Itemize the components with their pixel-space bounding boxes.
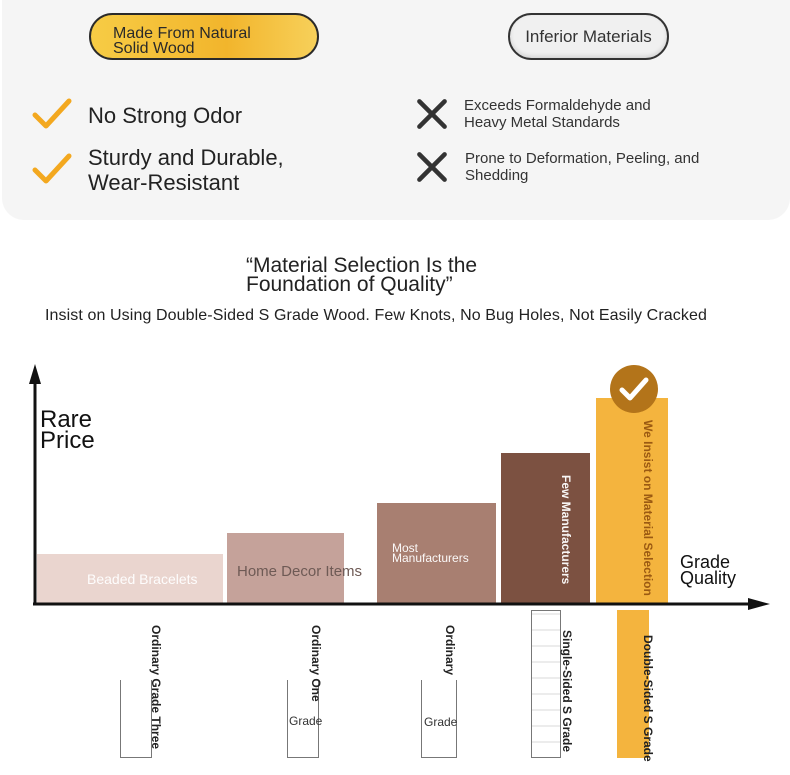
inferior-materials-badge: [508, 13, 669, 60]
good-point-durable: [32, 145, 284, 195]
check-badge-icon: [608, 363, 660, 415]
natural-wood-line-1: Made From Natural: [113, 25, 251, 42]
bad-point-line: Shedding: [465, 167, 529, 184]
tier-label: Single-Sided S Grade: [560, 630, 574, 753]
cross-icon: [414, 96, 450, 132]
tier-label: Double-Sided S Grade: [641, 635, 655, 762]
x-axis-arrow-icon: [748, 598, 770, 610]
chart-title-line: “Material Selection Is the: [246, 254, 478, 277]
good-point-line: Sturdy and Durable,: [88, 145, 284, 170]
chart-subtitle: Insist on Using Double-Sided S Grade Wood. Few Knots, No Bug Holes, Not Easily Cracked: [45, 307, 707, 324]
bar-label: Beaded Bracelets: [87, 571, 198, 587]
check-icon: [32, 150, 72, 190]
tier-label: Ordinary One: [309, 625, 323, 702]
check-icon: [32, 95, 72, 135]
tier-label: Ordinary Grade Three: [149, 625, 163, 750]
inferior-materials-label: Inferior Materials: [525, 27, 652, 46]
bar-label: Most Manufacturers: [392, 541, 469, 565]
bar-label: Home Decor Items: [237, 563, 363, 580]
bad-point-deformation: [414, 149, 699, 185]
natural-wood-badge: [89, 13, 319, 60]
x-axis-label: [680, 554, 736, 586]
bar-4: [501, 453, 590, 603]
natural-wood-line-2: Solid Wood: [113, 40, 195, 57]
bad-point-formaldehyde: [414, 96, 651, 132]
tier-label: Ordinary: [443, 625, 457, 676]
chart-title: [246, 256, 477, 294]
bad-point-line: Heavy Metal Standards: [464, 114, 620, 131]
tier-ladder: [120, 680, 152, 758]
tier-sublabel: Grade: [424, 715, 458, 729]
x-axis-label-line: Grade: [680, 552, 731, 572]
y-axis-label: [40, 406, 95, 454]
good-point-line: No Strong Odor: [88, 102, 243, 128]
bar-5: [596, 398, 668, 603]
y-axis-label-line: Rare: [40, 406, 93, 433]
tier-ladder: [531, 610, 561, 758]
good-point-odor: [32, 95, 242, 135]
chart-title-line: Foundation of Quality”: [246, 273, 453, 296]
y-axis-label-line: Price: [40, 427, 95, 454]
x-axis-label-line: Quality: [680, 568, 737, 588]
y-axis-arrow-icon: [29, 364, 41, 384]
good-point-line: Wear-Resistant: [88, 170, 240, 195]
bad-point-line: Exceeds Formaldehyde and: [464, 97, 651, 114]
cross-icon: [414, 149, 450, 185]
bar-label: We Insist on Material Selection: [641, 420, 655, 596]
bar-label: Few Manufacturers: [559, 475, 573, 585]
bad-point-line: Prone to Deformation, Peeling, and: [465, 150, 700, 167]
tier-sublabel: Grade: [289, 714, 323, 728]
